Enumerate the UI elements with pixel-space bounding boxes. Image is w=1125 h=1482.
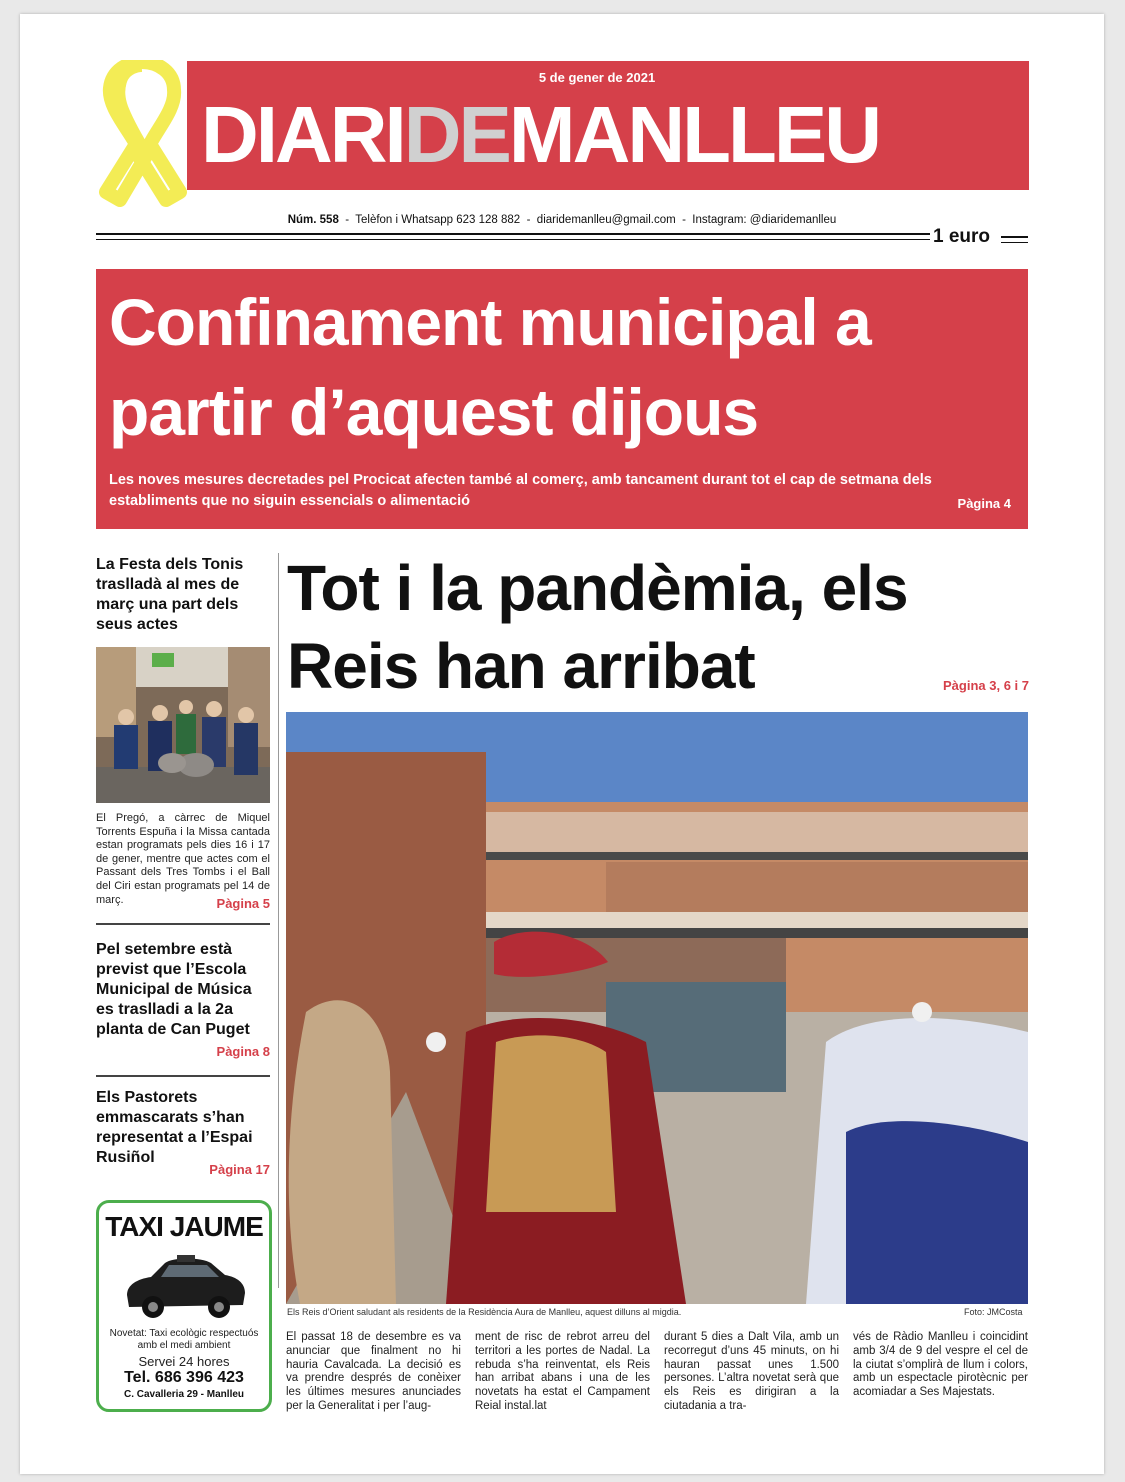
yellow-ribbon-icon	[96, 60, 188, 210]
taxi-advert	[96, 1200, 272, 1412]
issue-number: Núm. 558	[287, 214, 339, 226]
issue-date: 5 de gener de 2021	[538, 70, 656, 85]
sidebar-story3-page: Pàgina 17	[209, 1162, 270, 1177]
body-column-2: ment de risc de rebrot arreu del territori a les portes de Nadal. La rebuda s’ha reinventat, els Reis han arribat abans i una de les novetats ha estat el Campament Reial instal.lat	[475, 1331, 650, 1412]
newspaper-title	[201, 85, 879, 185]
taxi-eco-note: Novetat: Taxi ecològic respectuós amb el medi ambient	[109, 1328, 259, 1351]
body-column-4: vés de Ràdio Manlleu i coincidint amb 3/4 de 9 del vespre el cel de la ciutat s’omplirà de llum i colors, amb un espectacle pirotècnic per acomiadar a Ses Majestats.	[853, 1331, 1028, 1399]
main-page-ref: Pàgina 3, 6 i 7	[943, 678, 1029, 693]
sidebar-story3-headline: Els Pastorets emmascarats s’han representat a l’Espai Rusiñol	[96, 1089, 253, 1166]
title-part-diari: DIARI	[201, 90, 404, 179]
masthead-rule	[96, 233, 930, 240]
taxi-address: C. Cavalleria 29 - Manlleu	[123, 1389, 245, 1400]
lead-story-box	[96, 269, 1028, 529]
price: 1 euro	[933, 226, 991, 247]
price-rule	[1001, 236, 1028, 243]
sidebar-story1-text: El Pregó, a càrrec de Miquel Torrents Espuña i la Missa cantada estan programats pels dies 16 i 17 de gener, mentre que actes com el Passant dels Tres Tombs i el Ball del Ciri estan programats pel 14 de març.	[96, 812, 270, 906]
body-column-3: durant 5 dies a Dalt Vila, amb un recorregut d’uns 45 minuts, on hi hauran passat unes 1.500 persones. L’altra novetat serà que els Reis es dirigiran a la ciutadania a tra-	[664, 1331, 839, 1412]
contact-details: - Telèfon i Whatsapp 623 128 882 - diaridemanlleu@gmail.com - Instagram: @diaridemanlleu	[338, 214, 837, 226]
taxi-hours: Servei 24 hores	[138, 1354, 230, 1369]
photo-credit: Foto: JMCosta	[964, 1307, 1023, 1317]
taxi-title: TAXI JAUME	[105, 1211, 263, 1242]
taxi-car-icon	[121, 1247, 249, 1323]
photo-caption: Els Reis d’Orient saludant als residents de la Residència Aura de Manlleu, aquest dilluns al migdia.	[287, 1307, 682, 1317]
column-separator	[278, 553, 279, 1288]
title-part-manlleu: MANLLEU	[508, 90, 879, 179]
sidebar-story2-page: Pàgina 8	[216, 1044, 270, 1059]
contact-info-line	[96, 214, 1028, 226]
tonis-festival-photo	[96, 647, 270, 803]
taxi-phone: Tel. 686 396 423	[124, 1369, 244, 1386]
lead-subtitle: Les noves mesures decretades pel Procicat afecten també al comerç, amb tancament durant tot el cap de setmana dels establiments que no siguin essencials o alimentació	[109, 472, 932, 509]
masthead	[187, 61, 1029, 190]
sidebar-story2-headline: Pel setembre està previst que l’Escola Municipal de Música es traslladi a la 2a planta de Can Puget	[96, 941, 252, 1038]
lead-headline: Confinament municipal a partir d’aquest dijous	[109, 285, 871, 449]
sidebar-story1-page: Pàgina 5	[216, 896, 270, 911]
sidebar-story1-headline: La Festa dels Tonis traslladà al mes de març una part dels seus actes	[96, 556, 244, 633]
lead-page-ref: Pàgina 4	[957, 496, 1011, 511]
title-part-de: DE	[403, 90, 509, 179]
main-headline: Tot i la pandèmia, els Reis han arribat	[287, 552, 908, 702]
three-kings-photo	[286, 712, 1028, 1304]
sidebar-divider	[96, 1075, 270, 1077]
sidebar-divider	[96, 923, 270, 925]
body-column-1: El passat 18 de desembre es va anunciar que finalment no hi hauria Cavalcada. La decisió es va prendre després de conèixer les últimes mesures anunciades per la Generalitat i per l’aug-	[286, 1331, 461, 1412]
